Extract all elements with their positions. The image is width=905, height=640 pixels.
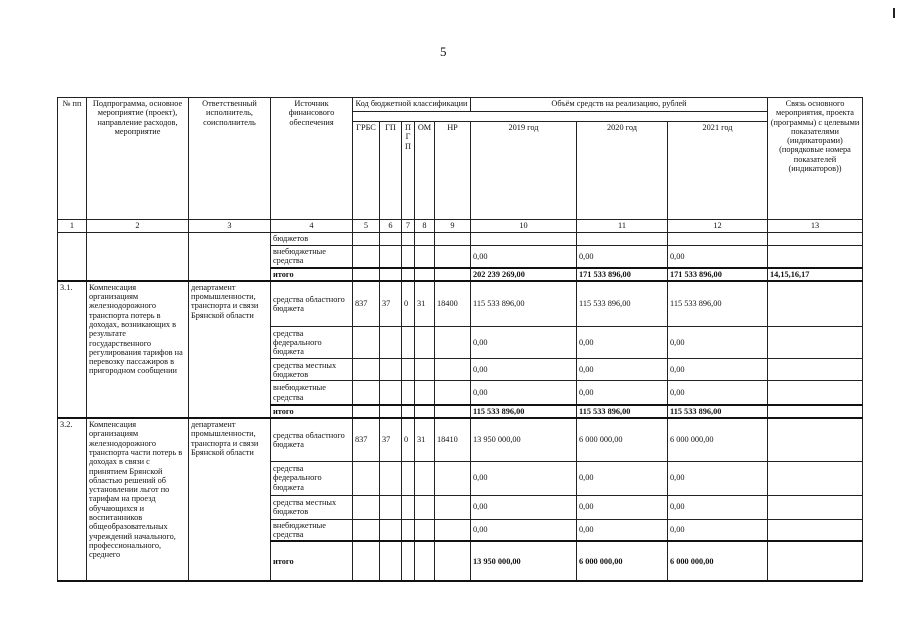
table-row: внебюджетные средства 0,00 0,00 0,00 (58, 381, 863, 405)
column-number: 3 (189, 220, 271, 233)
item-name: Компенсация организациям железнодорожного транспорта потерь в доходах, возникающих в результате государственного регулирования тарифов на перевозку пассажиров в пригородном сообщении (87, 281, 189, 418)
source-cell: средства местных бюджетов (271, 359, 353, 381)
item-responsible: департамент промышленности, транспорта и связи Брянской области (189, 418, 271, 581)
table-row-total: итого 115 533 896,00 115 533 896,00 115 533 896,00 (58, 405, 863, 418)
column-number: 5 (353, 220, 380, 233)
header-num: № пп (58, 98, 87, 220)
source-cell: внебюджетные средства (271, 381, 353, 405)
item-number: 3.2. (58, 418, 87, 581)
header-grbs: ГРБС (353, 122, 380, 220)
column-number: 6 (380, 220, 402, 233)
header-2021: 2021 год (668, 122, 768, 220)
budget-table (57, 97, 863, 582)
table-row-total: итого 13 950 000,00 6 000 000,00 6 000 000,00 (58, 541, 863, 581)
header-source: Источник финансового обеспечения (271, 98, 353, 220)
scan-edge-mark (893, 8, 895, 18)
source-cell: внебюджетные средства (271, 519, 353, 541)
table-row (58, 233, 863, 246)
table-row-total: итого 202 239 269,00 171 533 896,00 171 533 896,00 14,15,16,17 (58, 268, 863, 281)
source-cell: бюджетов (271, 233, 353, 246)
column-number: 12 (668, 220, 768, 233)
header-gp: ГП (380, 122, 402, 220)
column-number: 9 (435, 220, 471, 233)
table-row: средства федерального бюджета 0,00 0,00 0,00 (58, 327, 863, 359)
source-cell: итого (271, 541, 353, 581)
header-program: Подпрограмма, основное мероприятие (проект), направление расходов, мероприятие (87, 98, 189, 220)
table-row: 3.1. Компенсация организациям железнодорожного транспорта потерь в доходах, возникающих в результате государственного регулирования тарифов на перевозку пассажиров в пригородном сообщении департамент промышленности, транспорта и связи Брянской области средства областного бюджета 837 37 0 31 18400 115 533 896,00 115 533 896,00 115 533 896,00 (58, 281, 863, 327)
header-budget-code: Код бюджетной классификации (353, 98, 471, 112)
source-cell: внебюджетные средства (271, 246, 353, 268)
header-responsible: Ответственный исполнитель, соисполнитель (189, 98, 271, 220)
source-cell: средства областного бюджета (271, 418, 353, 461)
item-responsible: департамент промышленности, транспорта и связи Брянской области (189, 281, 271, 418)
header-nr: НР (435, 122, 471, 220)
source-cell: средства областного бюджета (271, 281, 353, 327)
source-cell: средства федерального бюджета (271, 327, 353, 359)
source-cell: итого (271, 268, 353, 281)
item-number: 3.1. (58, 281, 87, 418)
indicator-link: 14,15,16,17 (768, 268, 863, 281)
table-row: средства федерального бюджета 0,00 0,00 0,00 (58, 461, 863, 495)
header-om: ОМ (415, 122, 435, 220)
column-number: 8 (415, 220, 435, 233)
column-number: 7 (402, 220, 415, 233)
header-volume: Объём средств на реализацию, рублей (471, 98, 768, 112)
table-row: средства местных бюджетов 0,00 0,00 0,00 (58, 495, 863, 519)
source-cell: средства местных бюджетов (271, 495, 353, 519)
column-number: 4 (271, 220, 353, 233)
column-number: 13 (768, 220, 863, 233)
header-2019: 2019 год (471, 122, 577, 220)
table-row: внебюджетные средства 0,00 0,00 0,00 (58, 246, 863, 268)
column-number: 11 (577, 220, 668, 233)
header-link: Связь основного мероприятия, проекта (программы) с целевыми показателями (индикаторами) (порядковые номера показателей (индикаторов)) (768, 98, 863, 220)
column-number: 1 (58, 220, 87, 233)
column-number: 2 (87, 220, 189, 233)
page-number: 5 (440, 44, 447, 59)
header-pgp: ПГП (402, 122, 415, 220)
table-row: внебюджетные средства 0,00 0,00 0,00 (58, 519, 863, 541)
table-row: 3.2. Компенсация организациям железнодорожного транспорта части потерь в доходах в связи с принятием Брянской областью решений об установлении льгот по тарифам на проезд обучающихся и воспитанников общеобразовательных учреждений начального, профессионального, среднего департамент промышленности, транспорта и связи Брянской области средства областного бюджета 837 37 0 31 18410 13 950 000,00 6 000 000,00 6 000 000,00 (58, 418, 863, 461)
source-cell: итого (271, 405, 353, 418)
column-number: 10 (471, 220, 577, 233)
item-name: Компенсация организациям железнодорожного транспорта части потерь в доходах в связи с принятием Брянской областью решений об установлении льгот по тарифам на проезд обучающихся и воспитанников общеобразовательных учреждений начального, профессионального, среднего (87, 418, 189, 581)
table-row: средства местных бюджетов 0,00 0,00 0,00 (58, 359, 863, 381)
source-cell: средства федерального бюджета (271, 461, 353, 495)
header-2020: 2020 год (577, 122, 668, 220)
